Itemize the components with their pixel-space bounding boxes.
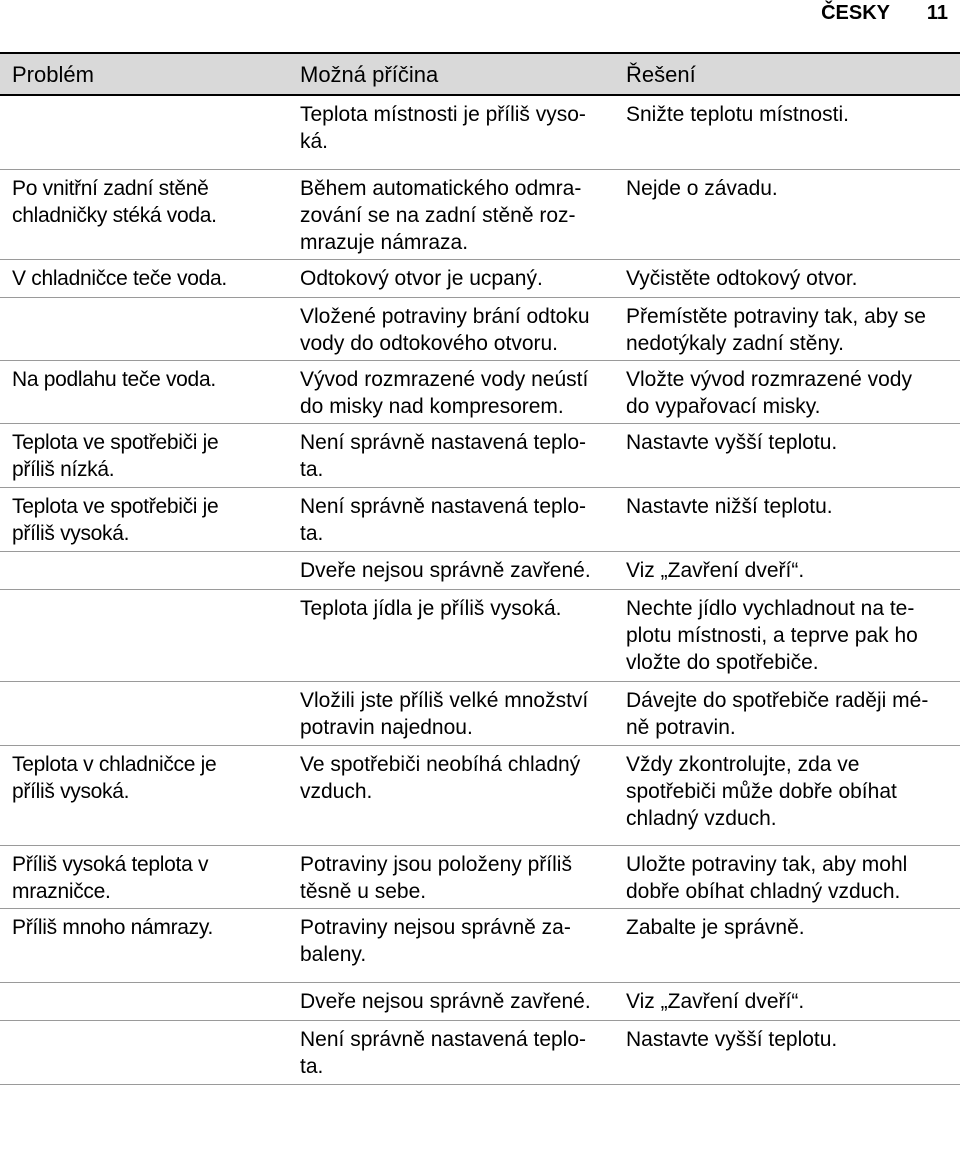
cell-solution: Přemístěte potraviny tak, aby se nedotýkaly zadní stěny. <box>614 297 960 360</box>
column-header-solution: Řešení <box>614 53 960 95</box>
table-row <box>0 908 960 982</box>
page-number: 11 <box>926 2 948 24</box>
table-row <box>0 551 960 589</box>
table-row <box>0 297 960 360</box>
table-row <box>0 360 960 423</box>
cell-cause: Teplota místnosti je příliš vyso- ká. <box>288 95 614 169</box>
cell-cause: Teplota jídla je příliš vysoká. <box>288 589 614 681</box>
cell-solution: Uložte potraviny tak, aby mohl dobře obíhat chladný vzduch. <box>614 845 960 908</box>
table-body <box>0 95 960 1084</box>
cell-solution: Nechte jídlo vychladnout na te- plotu místnosti, a teprve pak ho vložte do spotřebiče. <box>614 589 960 681</box>
table-row <box>0 169 960 259</box>
cell-problem: Po vnitřní zadní stěně chladničky stéká voda. <box>0 169 288 259</box>
cell-problem: V chladničce teče voda. <box>0 259 288 297</box>
table-row <box>0 745 960 845</box>
cell-problem: Příliš mnoho námrazy. <box>0 908 288 982</box>
cell-problem: Teplota ve spotřebiči je příliš nízká. <box>0 423 288 487</box>
cell-cause: Vývod rozmrazené vody neústí do misky nad kompresorem. <box>288 360 614 423</box>
table-row <box>0 423 960 487</box>
cell-problem: Teplota ve spotřebiči je příliš vysoká. <box>0 487 288 551</box>
cell-cause: Potraviny jsou položeny příliš těsně u sebe. <box>288 845 614 908</box>
cell-problem <box>0 95 288 169</box>
page-header <box>0 0 960 40</box>
table-row <box>0 681 960 745</box>
cell-cause: Potraviny nejsou správně za- baleny. <box>288 908 614 982</box>
language-label: ČESKY <box>821 2 890 24</box>
cell-solution: Viz „Zavření dveří“. <box>614 551 960 589</box>
cell-solution: Vyčistěte odtokový otvor. <box>614 259 960 297</box>
table-row <box>0 1020 960 1084</box>
table-row <box>0 487 960 551</box>
cell-cause: Vložili jste příliš velké množství potravin najednou. <box>288 681 614 745</box>
table-row <box>0 589 960 681</box>
cell-problem: Příliš vysoká teplota v mrazničce. <box>0 845 288 908</box>
cell-solution: Nastavte vyšší teplotu. <box>614 423 960 487</box>
cell-solution: Nejde o závadu. <box>614 169 960 259</box>
cell-cause: Není správně nastavená teplo- ta. <box>288 1020 614 1084</box>
cell-solution: Nastavte vyšší teplotu. <box>614 1020 960 1084</box>
table-header <box>0 53 960 95</box>
cell-problem <box>0 551 288 589</box>
cell-cause: Ve spotřebiči neobíhá chladný vzduch. <box>288 745 614 845</box>
cell-cause: Během automatického odmra- zování se na zadní stěně roz- mrazuje námraza. <box>288 169 614 259</box>
table-row <box>0 845 960 908</box>
cell-problem: Teplota v chladničce je příliš vysoká. <box>0 745 288 845</box>
cell-cause: Není správně nastavená teplo- ta. <box>288 423 614 487</box>
cell-problem <box>0 297 288 360</box>
cell-cause: Vložené potraviny brání odtoku vody do odtokového otvoru. <box>288 297 614 360</box>
cell-solution: Dávejte do spotřebiče raději mé- ně potravin. <box>614 681 960 745</box>
cell-solution: Nastavte nižší teplotu. <box>614 487 960 551</box>
cell-problem <box>0 589 288 681</box>
table-row <box>0 259 960 297</box>
cell-cause: Dveře nejsou správně zavřené. <box>288 551 614 589</box>
header-row <box>0 53 960 95</box>
cell-solution: Viz „Zavření dveří“. <box>614 982 960 1020</box>
cell-cause: Odtokový otvor je ucpaný. <box>288 259 614 297</box>
table-row <box>0 982 960 1020</box>
cell-solution: Zabalte je správně. <box>614 908 960 982</box>
cell-solution: Snižte teplotu místnosti. <box>614 95 960 169</box>
cell-problem: Na podlahu teče voda. <box>0 360 288 423</box>
troubleshooting-table <box>0 52 960 1085</box>
cell-cause: Dveře nejsou správně zavřené. <box>288 982 614 1020</box>
cell-problem <box>0 1020 288 1084</box>
cell-solution: Vždy zkontrolujte, zda ve spotřebiči může dobře obíhat chladný vzduch. <box>614 745 960 845</box>
table-row <box>0 95 960 169</box>
cell-solution: Vložte vývod rozmrazené vody do vypařovací misky. <box>614 360 960 423</box>
column-header-cause: Možná příčina <box>288 53 614 95</box>
cell-problem <box>0 681 288 745</box>
cell-problem <box>0 982 288 1020</box>
column-header-problem: Problém <box>0 53 288 95</box>
cell-cause: Není správně nastavená teplo- ta. <box>288 487 614 551</box>
